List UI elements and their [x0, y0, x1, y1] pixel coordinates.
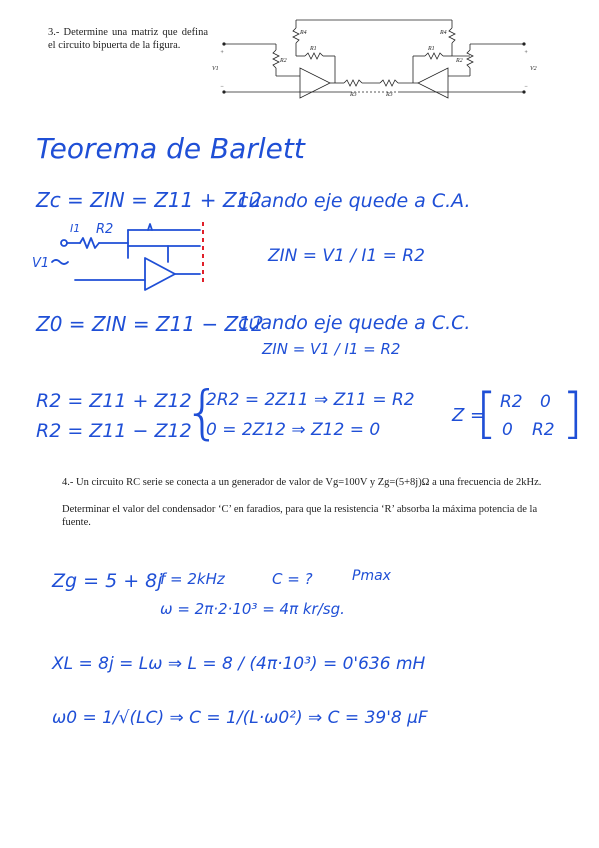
handwritten-line-zc: Zc = ZIN = Z11 + Z12 — [36, 188, 262, 212]
handwritten-title: Teorema de Barlett — [36, 132, 305, 165]
handwritten-system-mid-1: 2R2 = 2Z11 ⇒ Z11 = R2 — [206, 390, 415, 410]
label-r2-right: R2 — [456, 58, 463, 64]
label-v1: V1 — [212, 66, 219, 72]
label-r3-left: R3 — [350, 92, 357, 98]
handwritten-omega: ω = 2π·2·10³ = 4π kr/sg. — [160, 600, 345, 618]
label-r2-left: R2 — [280, 58, 287, 64]
sketch-label-v1: V1 — [32, 256, 50, 271]
handwritten-xl: XL = 8j = Lω ⇒ L = 8 / (4π·10³) = 0'636 mH — [52, 654, 426, 674]
label-plus-right: + — [524, 50, 529, 56]
label-r3-right: R3 — [386, 92, 393, 98]
handwritten-matrix-label: Z = — [452, 405, 486, 426]
handwritten-system-left-2: R2 = Z11 − Z12 — [36, 420, 192, 442]
problem-3-text: 3.- Determine una matriz que defina el circuito bipuerta de la figura. — [48, 27, 208, 51]
label-r1-left: R1 — [310, 46, 317, 52]
matrix-cell-10: 0 — [502, 420, 513, 440]
handwritten-w0: ω0 = 1/√(LC) ⇒ C = 1/(L·ω0²) ⇒ C = 39'8 μF — [52, 708, 428, 728]
problem-4-line-1: 4.- Un circuito RC serie se conecta a un generador de valor de Vg=100V y Zg=(5+8j)Ω a una frecuencia de 2kHz. — [62, 477, 542, 488]
label-minus-left: − — [220, 84, 225, 90]
handwritten-c-question: C = ? — [272, 570, 313, 588]
label-r4-left: R4 — [300, 30, 307, 36]
handwritten-freq: f = 2kHz — [160, 570, 225, 588]
handwritten-brace: { — [184, 378, 221, 446]
handwritten-system-mid-2: 0 = 2Z12 ⇒ Z12 = 0 — [206, 420, 381, 440]
handwritten-line-z0: Z0 = ZIN = Z11 − Z12 — [36, 312, 264, 336]
handwritten-zg: Zg = 5 + 8j — [52, 570, 163, 592]
matrix-bracket-left: [ — [476, 382, 498, 445]
label-minus-right: − — [524, 84, 529, 90]
matrix-bracket-right: ] — [562, 382, 584, 445]
handwritten-note-cc: cuando eje quede a C.C. — [238, 312, 471, 334]
label-plus-left: + — [220, 50, 225, 56]
matrix-cell-01: 0 — [540, 392, 551, 412]
label-r1-right: R1 — [428, 46, 435, 52]
handwritten-note-ca: cuando eje quede a C.A. — [238, 190, 471, 212]
matrix-cell-00: R2 — [500, 392, 523, 412]
sketch-label-i1: I1 — [70, 222, 81, 235]
label-v2: V2 — [530, 66, 537, 72]
handwritten-zin-open: ZIN = V1 / I1 = R2 — [268, 246, 425, 266]
handwritten-system-left-1: R2 = Z11 + Z12 — [36, 390, 192, 412]
sketch-label-r2: R2 — [96, 222, 114, 237]
matrix-cell-11: R2 — [532, 420, 555, 440]
problem-4-line-2: Determinar el valor del condensador ‘C’ en faradios, para que la resistencia ‘R’ absorba la máxima potencia de la fuente. — [62, 504, 538, 528]
handwritten-zin-short: ZIN = V1 / I1 = R2 — [262, 340, 401, 358]
label-r4-right: R4 — [440, 30, 447, 36]
handwritten-pmax: Pmax — [352, 568, 391, 584]
